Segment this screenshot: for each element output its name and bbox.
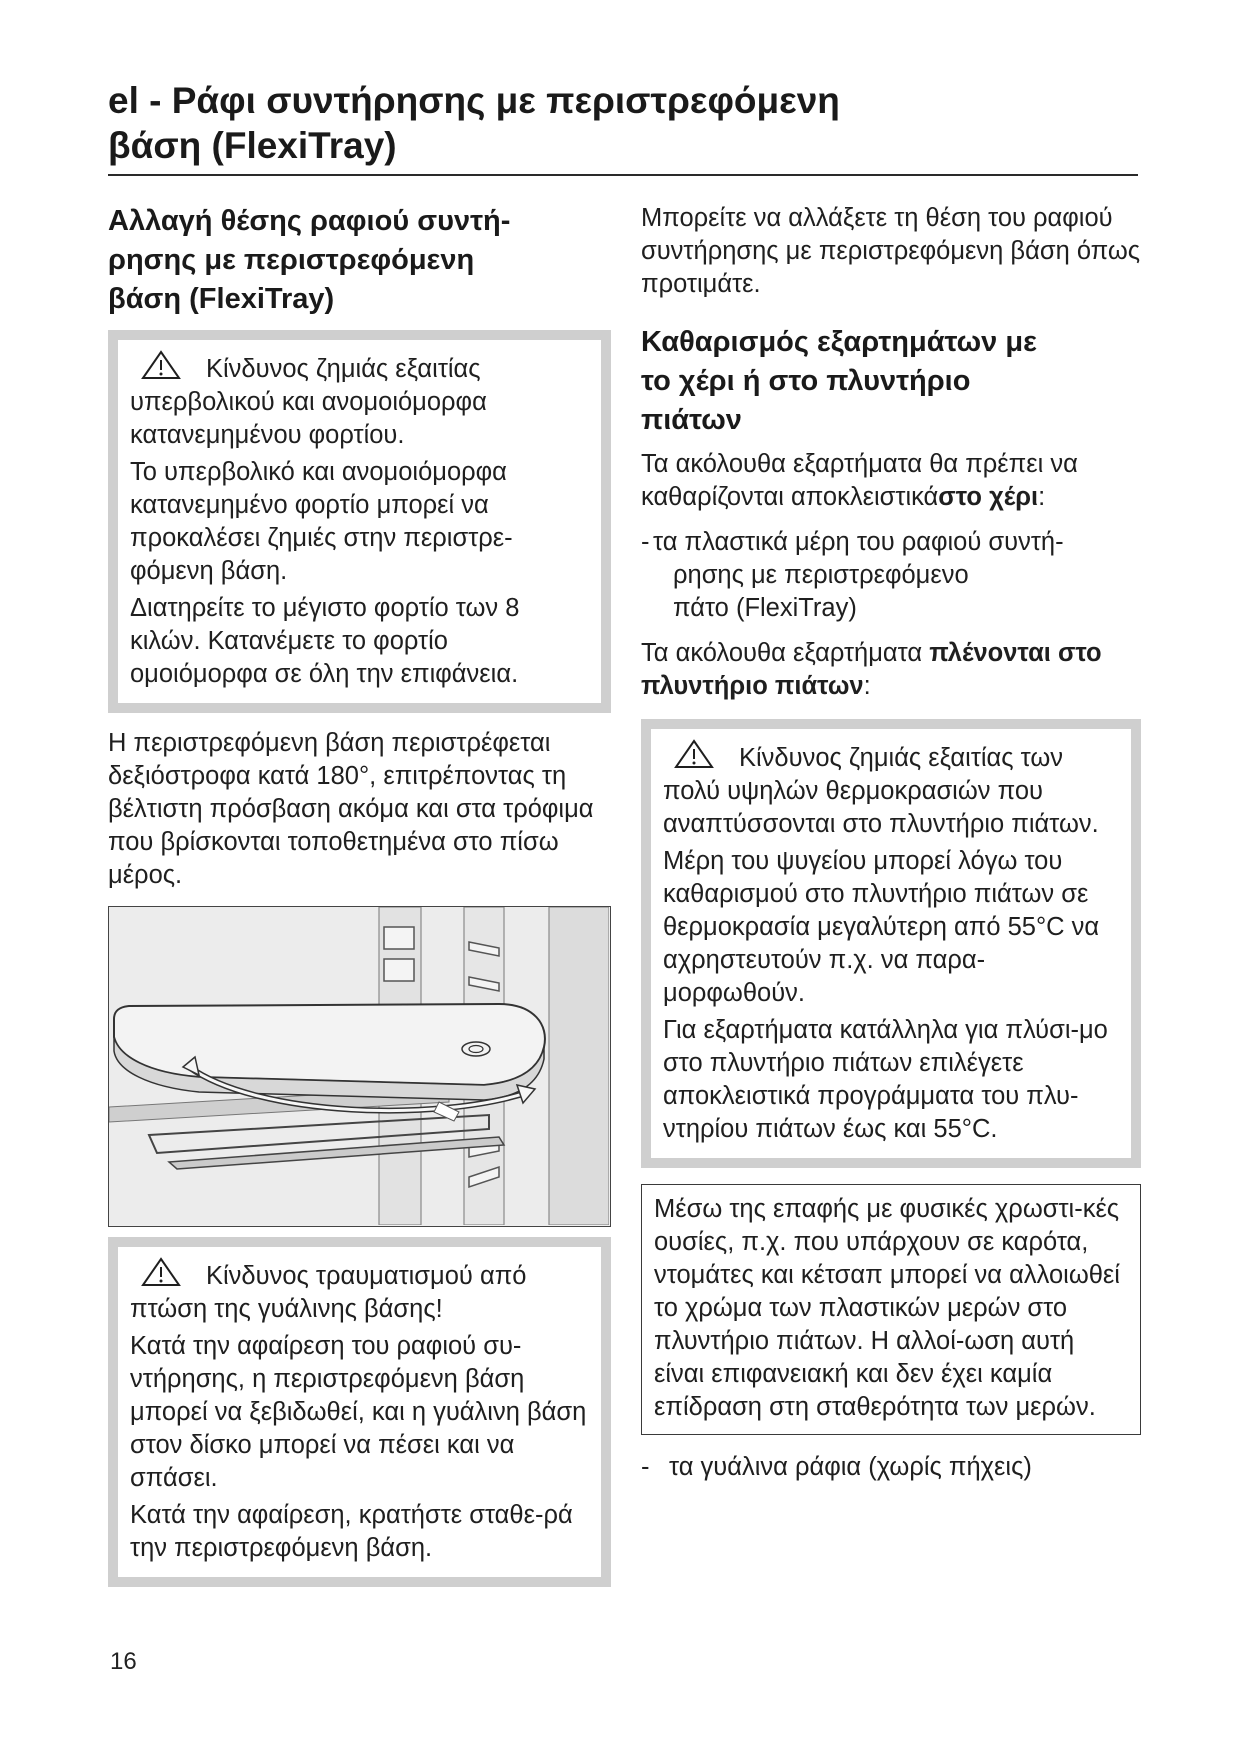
warning-title bbox=[130, 350, 589, 452]
warning-title-text: Κίνδυνος ζημιάς εξαιτίας υπερβολικού και ανομοιόμορφα κατανεμημένου φορτίου. bbox=[130, 355, 487, 449]
dishwasher-text: Τα ακόλουθα εξαρτήματα bbox=[641, 639, 923, 667]
page-number: 16 bbox=[110, 1648, 137, 1675]
intro-paragraph: Μπορείτε να αλλάξετε τη θέση του ραφιού συντήρησης με περιστρεφόμενη βάση όπως προτιμάτε. bbox=[641, 204, 1141, 298]
heading-line: πιάτων bbox=[641, 404, 742, 436]
warning-title bbox=[130, 1257, 589, 1326]
section-heading-flexitray bbox=[108, 202, 611, 319]
warning-title-text: Κίνδυνος ζημιάς εξαιτίας των πολύ υψηλών θερμοκρασιών που αναπτύσσονται στο πλυντήριο πιάτων. bbox=[663, 744, 1099, 838]
warning-triangle-icon bbox=[673, 739, 715, 769]
heading-line: Αλλαγή θέσης ραφιού συντή- bbox=[108, 205, 511, 237]
warning-paragraph: Για εξαρτήματα κατάλληλα για πλύσι-μο στο πλυντήριο πιάτων επιλέγετε αποκλειστικά προγράμματα του πλυ-ντηρίου πιάτων έως και 55°C. bbox=[663, 1016, 1108, 1143]
hand-wash-intro bbox=[641, 448, 1141, 514]
warning-paragraph: Κατά την αφαίρεση, κρατήστε σταθε-ρά την περιστρεφόμενη βάση. bbox=[130, 1501, 573, 1562]
warning-paragraph: Μέρη του ψυγείου μπορεί λόγω του καθαρισμού στο πλυντήριο πιάτων σε θερμοκρασία μεγαλύτερη από 55°C να αχρηστευτούν π.χ. να παρα-μορφωθούν. bbox=[663, 847, 1100, 1007]
heading-line: Καθαρισμός εξαρτημάτων με bbox=[641, 326, 1037, 358]
colon: : bbox=[863, 672, 871, 700]
page-title-line-1: el - Ράφι συντήρησης με περιστρεφόμενη bbox=[108, 80, 840, 121]
warning-paragraph: Διατηρείτε το μέγιστο φορτίο των 8 κιλών. Κατανέμετε το φορτίο ομοιόμορφα σε όλη την επιφάνεια. bbox=[130, 594, 520, 688]
list-dash: - bbox=[641, 528, 650, 556]
list-item bbox=[641, 526, 1141, 625]
warning-title bbox=[663, 739, 1119, 841]
note-box-discoloration bbox=[641, 1184, 1141, 1435]
page-title-line-2: βάση (FlexiTray) bbox=[108, 125, 397, 166]
flexitray-illustration bbox=[108, 906, 611, 1227]
hand-wash-text: Τα ακόλουθα εξαρτήματα θα πρέπει να καθαρίζονται αποκλειστικά bbox=[641, 450, 1078, 511]
dishwasher-bold: πλένονται στο πλυντήριο πιάτων bbox=[641, 639, 1102, 700]
warning-box-temperature bbox=[641, 719, 1141, 1168]
note-paragraph: Μέσω της επαφής με φυσικές χρωστι-κές ουσίες, π.χ. που υπάρχουν σε καρότα, ντομάτες και κέτσαπ μπορεί να αλλοιωθεί το χρώμα των πλαστικών μερών στο πλυντήριο πιάτων. Η αλλοί-ωση αυτή είναι επιφανειακή και δεν έχει καμία επίδραση στη σταθερότητα των μερών. bbox=[654, 1195, 1120, 1421]
list-line: ρησης με περιστρεφόμενο bbox=[673, 561, 969, 589]
list-line: τα πλαστικά μέρη του ραφιού συντή- bbox=[653, 528, 1064, 556]
section-heading-cleaning bbox=[641, 323, 1141, 440]
heading-line: βάση (FlexiTray) bbox=[108, 283, 335, 315]
list-line: πάτο (FlexiTray) bbox=[673, 594, 857, 622]
warning-box-glass bbox=[108, 1237, 611, 1587]
page-title bbox=[108, 78, 1138, 168]
title-divider bbox=[108, 174, 1138, 176]
warning-paragraph: Κατά την αφαίρεση του ραφιού συ-ντήρησης, η περιστρεφόμενη βάση μπορεί να ξεβιδωθεί, και η γυάλινη βάση στον δίσκο μπορεί να πέσει και να σπάσει. bbox=[130, 1332, 587, 1492]
heading-line: ρησης με περιστρεφόμενη bbox=[108, 244, 475, 276]
warning-triangle-icon bbox=[140, 1257, 182, 1287]
left-column bbox=[108, 202, 611, 1587]
rotation-paragraph: Η περιστρεφόμενη βάση περιστρέφεται δεξιόστροφα κατά 180°, επιτρέποντας τη βέλτιστη πρόσβαση ακόμα και στα τρόφιμα που βρίσκονται τοποθετημένα στο πίσω μέρος. bbox=[108, 729, 594, 889]
warning-title-text: Κίνδυνος τραυματισμού από πτώση της γυάλινης βάσης! bbox=[130, 1262, 527, 1323]
colon: : bbox=[1038, 483, 1046, 511]
heading-line: το χέρι ή στο πλυντήριο bbox=[641, 365, 971, 397]
warning-box-load bbox=[108, 330, 611, 713]
right-column bbox=[641, 202, 1141, 1484]
list-item bbox=[641, 1451, 1141, 1484]
list-line: τα γυάλινα ράφια (χωρίς πήχεις) bbox=[669, 1453, 1032, 1481]
warning-triangle-icon bbox=[140, 350, 182, 380]
list-dash: - bbox=[641, 1453, 650, 1481]
hand-wash-bold: στο χέρι bbox=[938, 483, 1039, 511]
dishwasher-intro bbox=[641, 637, 1141, 703]
warning-paragraph: Το υπερβολικό και ανομοιόμορφα κατανεμημένο φορτίο μπορεί να προκαλέσει ζημιές στην περιστρε-φόμενη βάση. bbox=[130, 458, 513, 585]
